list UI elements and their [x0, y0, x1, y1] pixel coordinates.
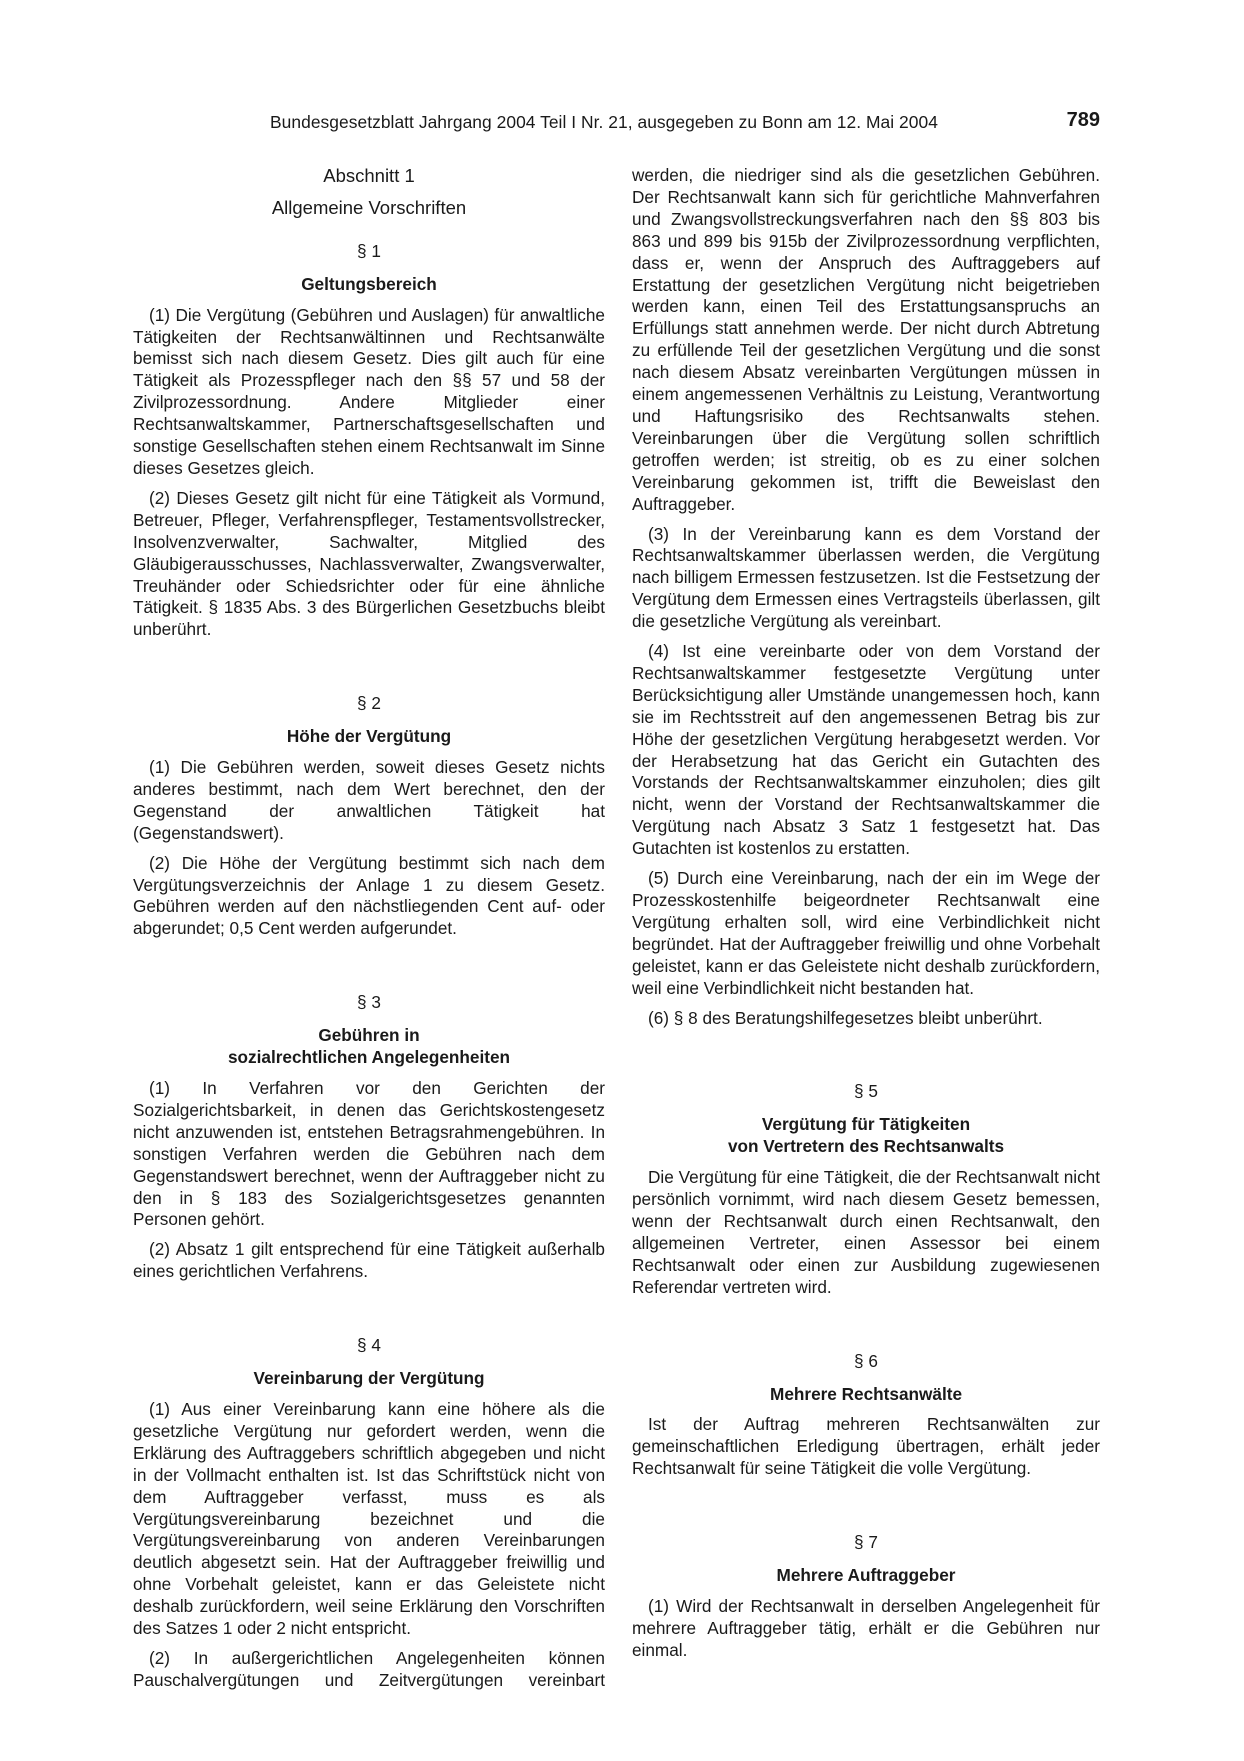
- chapter-title: Allgemeine Vorschriften: [271, 196, 467, 218]
- page-number: 789: [1066, 109, 1100, 131]
- paragraph-4-text-6: (6) § 8 des Beratungshilfegesetzes bleibt unberührt.: [648, 1007, 1043, 1028]
- paragraph-heading-7: Mehrere Auftraggeber: [776, 1565, 956, 1586]
- paragraph-number-2: § 2: [357, 693, 381, 714]
- right-column: [632, 165, 1100, 1670]
- paragraph-number-4: § 4: [357, 1335, 381, 1356]
- chapter-label: Abschnitt 1: [323, 165, 415, 186]
- paragraph-heading-6: Mehrere Rechtsanwälte: [770, 1383, 962, 1404]
- paragraph-heading-4: Vereinbarung der Vergütung: [253, 1368, 485, 1389]
- gazette-header-title: Bundesgesetzblatt Jahrgang 2004 Teil I Nr. 21, ausgegeben zu Bonn am 12. Mai 2004: [270, 112, 938, 132]
- paragraph-4-text-4: (4) Ist eine vereinbarte oder von dem Vorstand der Rechtsanwaltskammer festgesetzte Vergütung unter Berücksichtigung aller Umstände unangemessen hoch, kann sie im Rechtsstreit auf den angemessenen Betrag bis zur Höhe der gesetzlichen Vergütung herabgesetzt werden. Vor der Herabsetzung hat das Gericht ein Gutachten des Vorstands der Rechtsanwaltskammer einzuholen; dies gilt nicht, wenn der Vorstand der Rechtsanwaltskammer die Vergütung nach Absatz 3 Satz 1 festgesetzt hat. Das Gutachten ist kostenlos zu erstatten.: [632, 641, 1100, 859]
- paragraph-number-3: § 3: [357, 992, 381, 1013]
- paragraph-1-text-1: (1) Die Vergütung (Gebühren und Auslagen) für anwaltliche Tätigkeiten der Rechtsanwältinnen und Rechtsanwälte bemisst sich nach diesem Gesetz. Dies gilt auch für eine Tätigkeit als Prozesspfleger nach den §§ 57 und 58 der Zivilprozessordnung. Andere Mitglieder einer Rechtsanwaltskammer, Partnerschaftsgesellschaften und sonstige Gesellschaften stehen einem Rechtsanwalt im Sinne dieses Gesetzes gleich.: [133, 304, 605, 478]
- paragraph-heading-3-line-1: Gebühren in: [318, 1025, 420, 1046]
- paragraph-4-text-5: (5) Durch eine Vereinbarung, nach der ein im Wege der Prozesskostenhilfe beigeordneter Rechtsanwalt eine Vergütung erhalten soll, wird eine Verbindlichkeit nicht begründet. Hat der Auftraggeber freiwillig und ohne Vorbehalt geleistet, kann er das Geleistete nicht deshalb zurückfordern, weil eine Verbindlichkeit nicht bestanden hat.: [632, 868, 1100, 998]
- paragraph-5-text-1: Die Vergütung für eine Tätigkeit, die der Rechtsanwalt nicht persönlich vornimmt, wird nach diesem Gesetz bemessen, wenn der Rechtsanwalt durch einen Rechtsanwalt, den allgemeinen Vertreter, einen Assessor bei einem Rechtsanwalt oder einen zur Ausbildung zugewiesenen Referendar vertreten wird.: [632, 1167, 1100, 1297]
- paragraph-7-text-1: (1) Wird der Rechtsanwalt in derselben Angelegenheit für mehrere Auftraggeber tätig, erhält er die Gebühren nur einmal.: [632, 1595, 1100, 1660]
- page-header: [270, 109, 1100, 138]
- paragraph-3-text-1: (1) In Verfahren vor den Gerichten der Sozialgerichtsbarkeit, in denen das Gerichtskostengesetz nicht anzuwenden ist, entstehen Betragsrahmengebühren. In sonstigen Verfahren werden die Gebühren nach dem Gegenstandswert berechnet, wenn der Auftraggeber nicht zu den in § 183 des Sozialgerichtsgesetzes genannten Personen gehört.: [133, 1078, 605, 1230]
- paragraph-4-text-2-continued: werden, die niedriger sind als die gesetzlichen Gebühren. Der Rechtsanwalt kann sich für gerichtliche Mahnverfahren und Zwangsvollstreckungsverfahren nach den §§ 803 bis 863 und 899 bis 915b der Zivilprozessordnung verpflichten, dass er, wenn der Anspruch des Auftraggebers auf Erstattung der gesetzlichen Vergütung nicht beigetrieben werden kann, einen Teil des Erstattungsanspruchs an Erfüllungs statt annehmen werde. Der nicht durch Abtretung zu erfüllende Teil der gesetzlichen Vergütung und die sonst nach diesem Absatz vereinbarten Vergütungen müssen in einem angemessenen Verhältnis zu Leistung, Verantwortung und Haftungsrisiko des Rechtsanwalts stehen. Vereinbarungen über die Vergütung sollen schriftlich getroffen werden; ist streitig, ob es zu einer solchen Vereinbarung gekommen ist, trifft die Beweislast den Auftraggeber.: [632, 165, 1100, 514]
- paragraph-heading-3-line-2: sozialrechtlichen Angelegenheiten: [227, 1047, 511, 1068]
- paragraph-4-text-1: (1) Aus einer Vereinbarung kann eine höhere als die gesetzliche Vergütung nur gefordert werden, wenn die Erklärung des Auftraggebers schriftlich abgegeben und nicht in der Vollmacht enthalten ist. Ist das Schriftstück nicht von dem Auftraggeber verfasst, muss es als Vergütungsvereinbarung bezeichnet und die Vergütungsvereinbarung von anderen Vereinbarungen deutlich abgesetzt sein. Hat der Auftraggeber freiwillig und ohne Vorbehalt geleistet, kann er das Geleistete nicht deshalb zurückfordern, weil seine Erklärung den Vorschriften des Satzes 1 oder 2 nicht entspricht.: [133, 1398, 605, 1639]
- paragraph-heading-5-line-1: Vergütung für Tätigkeiten: [761, 1114, 971, 1135]
- paragraph-number-6: § 6: [854, 1350, 878, 1371]
- paragraph-4-text-3: (3) In der Vereinbarung kann es dem Vorstand der Rechtsanwaltskammer überlassen werden, die Vergütung nach billigem Ermessen festzusetzen. Ist die Festsetzung der Vergütung dem Ermessen eines Vertragsteils überlassen, gilt die gesetzliche Vergütung als vereinbart.: [632, 523, 1100, 632]
- left-column: [133, 162, 605, 1700]
- paragraph-heading-2: Höhe der Vergütung: [286, 726, 452, 747]
- paragraph-heading-1: Geltungsbereich: [301, 273, 437, 294]
- paragraph-heading-5-line-2: von Vertretern des Rechtsanwalts: [727, 1136, 1005, 1157]
- paragraph-number-1: § 1: [357, 240, 381, 261]
- paragraph-number-7: § 7: [854, 1532, 878, 1553]
- paragraph-1-text-2: (2) Dieses Gesetz gilt nicht für eine Tätigkeit als Vormund, Betreuer, Pfleger, Verfahrenspfleger, Testamentsvollstrecker, Insolvenzverwalter, Sachwalter, Mitglied des Gläubigerausschusses, Nachlassverwalter, Zwangsverwalter, Treuhänder oder Schiedsrichter oder für eine ähnliche Tätigkeit. § 1835 Abs. 3 des Bürgerlichen Gesetzbuchs bleibt unberührt.: [133, 487, 605, 640]
- paragraph-3-text-2: (2) Absatz 1 gilt entsprechend für eine Tätigkeit außerhalb eines gerichtlichen Verfahrens.: [133, 1239, 605, 1282]
- paragraph-4-text-2: (2) In außergerichtlichen Angelegenheiten können Pauschalvergütungen und Zeitvergütungen vereinbart: [133, 1647, 605, 1690]
- paragraph-number-5: § 5: [854, 1081, 878, 1102]
- paragraph-2-text-1: (1) Die Gebühren werden, soweit dieses Gesetz nichts anderes bestimmt, nach dem Wert berechnet, den der Gegenstand der anwaltlichen Tätigkeit hat (Gegenstandswert).: [133, 757, 605, 843]
- paragraph-2-text-2: (2) Die Höhe der Vergütung bestimmt sich nach dem Vergütungsverzeichnis der Anlage 1 zu diesem Gesetz. Gebühren werden auf den nächstliegenden Cent auf- oder abgerundet; 0,5 Cent werden aufgerundet.: [133, 852, 605, 939]
- paragraph-6-text-1: Ist der Auftrag mehreren Rechtsanwälten zur gemeinschaftlichen Erledigung übertragen, erhält jeder Rechtsanwalt für seine Tätigkeit die volle Vergütung.: [632, 1414, 1100, 1479]
